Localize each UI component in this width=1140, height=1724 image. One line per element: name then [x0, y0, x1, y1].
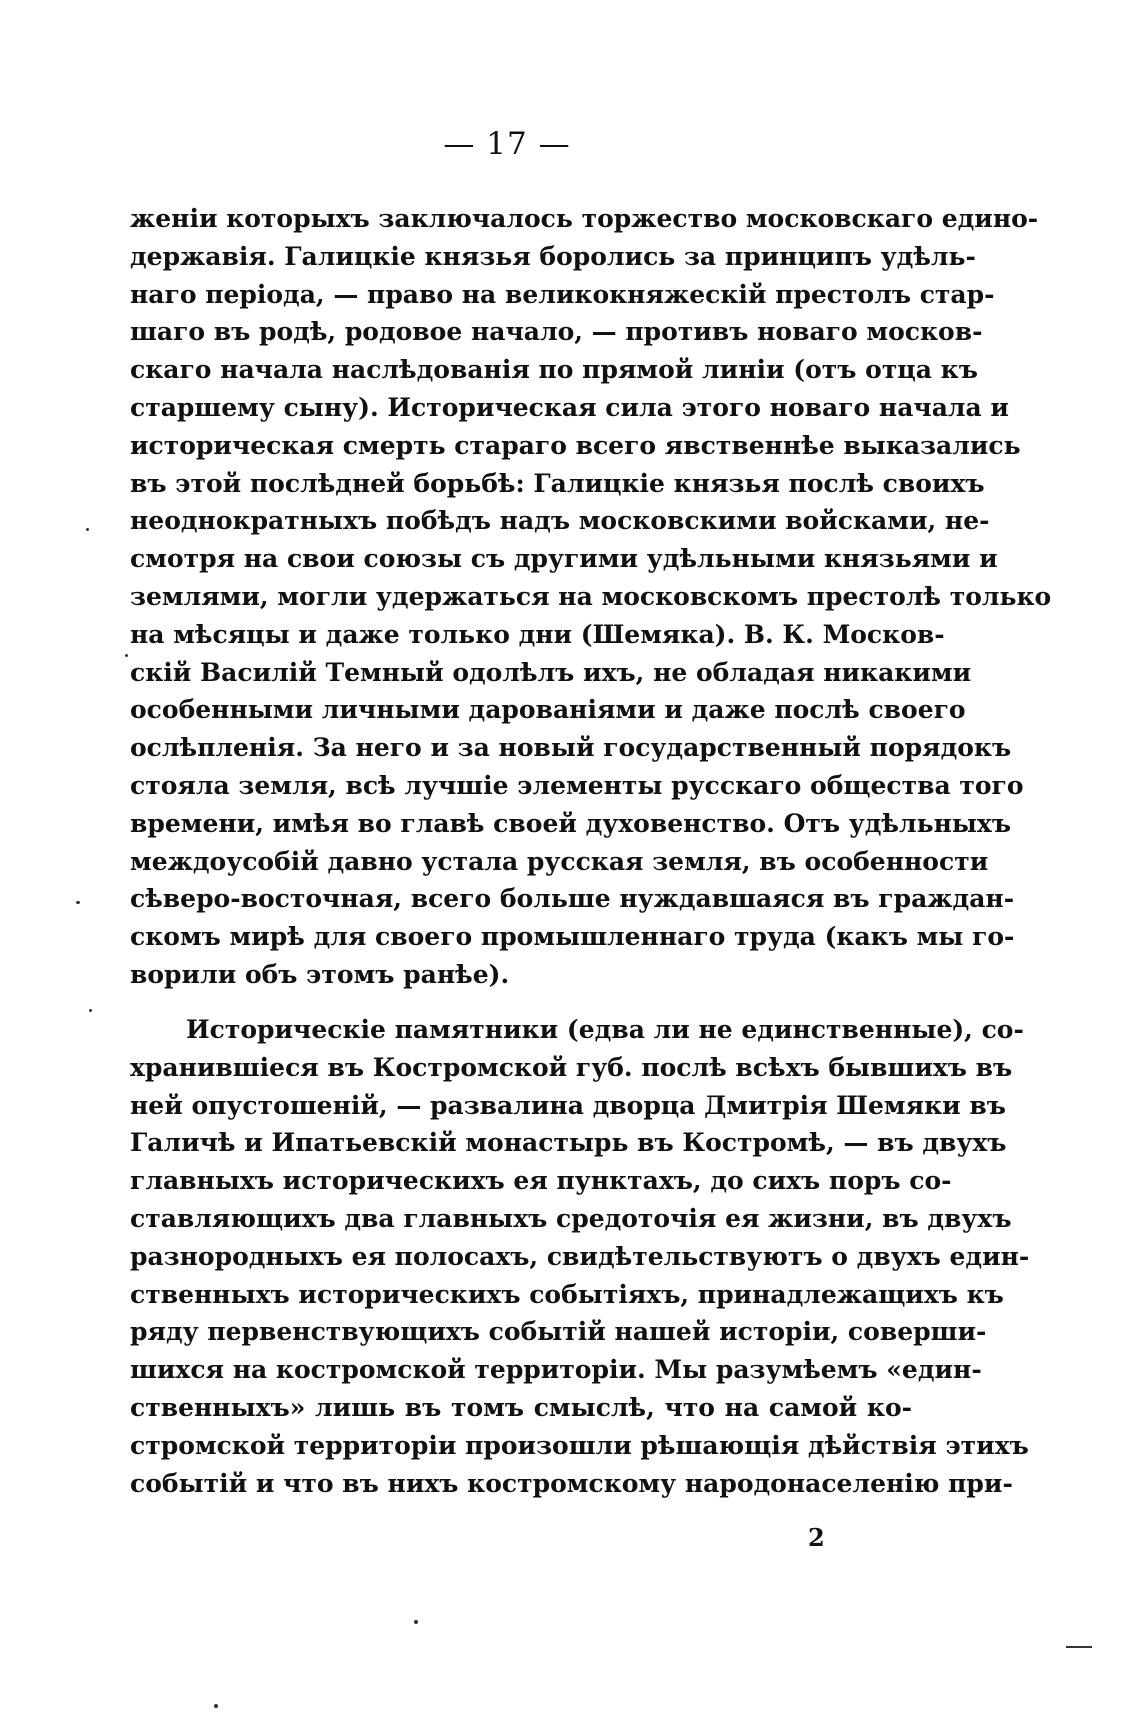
text-line: Историческіе памятники (едва ли не единственные), со- — [186, 1015, 1024, 1044]
text-line: землями, могли удержаться на московскомъ престолѣ только — [130, 581, 1052, 611]
text-line: скаго начала наслѣдованія по прямой линіи (отъ отца къ — [130, 355, 978, 385]
scan-speck — [89, 1009, 92, 1012]
paragraph-1 — [130, 200, 1052, 994]
text-line: ворили объ этомъ ранѣе). — [130, 959, 510, 989]
text-line: скомъ мирѣ для своего промышленнаго труда (какъ мы го- — [130, 922, 1015, 952]
page-number: — 17 — — [443, 126, 571, 162]
scan-speck — [86, 528, 89, 531]
text-line: ственныхъ» лишь въ томъ смыслѣ, что на самой ко- — [130, 1392, 912, 1422]
paragraph-2 — [130, 1011, 1030, 1502]
text-line: времени, имѣя во главѣ своей духовенство. Отъ удѣльныхъ — [130, 808, 1012, 838]
text-line: старшему сыну). Историческая сила этого новаго начала и — [130, 392, 1009, 422]
printer-signature-mark: 2 — [808, 1523, 825, 1552]
text-line: неоднократныхъ побѣдъ надъ московскими войсками, не- — [130, 506, 990, 536]
text-line: событій и что въ нихъ костромскому народонаселенію при- — [130, 1468, 1013, 1498]
text-line: ставляющихъ два главныхъ средоточія ея жизни, въ двухъ — [130, 1203, 1012, 1233]
text-line: стояла земля, всѣ лучшіе элементы русскаго общества того — [130, 770, 1024, 800]
text-line: разнородныхъ ея полосахъ, свидѣтельствуютъ о двухъ един- — [130, 1241, 1030, 1271]
text-line: женіи которыхъ заключалось торжество московскаго едино- — [130, 204, 1039, 233]
text-line: державія. Галицкіе князья боролись за принципъ удѣль- — [130, 241, 976, 271]
scan-speck — [125, 654, 128, 657]
text-line: сѣверо-восточная, всего больше нуждавшаяся въ граждан- — [130, 884, 1015, 914]
scan-speck — [414, 1620, 418, 1624]
text-line: ослѣпленія. За него и за новый государственный порядокъ — [130, 733, 1012, 763]
text-line: хранившіеся въ Костромской губ. послѣ всѣхъ бывшихъ въ — [130, 1052, 1013, 1082]
scan-dash-mark — [1066, 1646, 1092, 1648]
text-line: стромской территоріи произошли рѣшающія дѣйствія этихъ — [130, 1430, 1029, 1460]
text-line: Галичѣ и Ипатьевскій монастырь въ Костромѣ, — въ двухъ — [130, 1128, 1007, 1158]
text-line: междоусобій давно устала русская земля, въ особенности — [130, 846, 989, 876]
text-line: шаго въ родѣ, родовое начало, — противъ новаго москов- — [130, 317, 983, 347]
text-line: на мѣсяцы и даже только дни (Шемяка). В. К. Москов- — [130, 619, 945, 649]
text-line: главныхъ историческихъ ея пунктахъ, до сихъ поръ со- — [130, 1166, 952, 1196]
text-line: ряду первенствующихъ событій нашей исторіи, соверши- — [130, 1317, 987, 1347]
text-line: ственныхъ историческихъ событіяхъ, принадлежащихъ къ — [130, 1279, 1004, 1309]
scan-speck — [214, 1704, 218, 1708]
text-line: скій Василій Темный одолѣлъ ихъ, не обладая никакими — [130, 657, 972, 687]
text-line: шихся на костромской территоріи. Мы разумѣемъ «един- — [130, 1355, 982, 1385]
text-line: въ этой послѣдней борьбѣ: Галицкіе князья послѣ своихъ — [130, 468, 985, 498]
text-line: ней опустошеній, — развалина дворца Дмитрія Шемяки въ — [130, 1090, 1006, 1120]
text-line: наго періода, — право на великокняжескій престолъ стар- — [130, 279, 995, 309]
text-line: историческая смерть стараго всего явственнѣе выказались — [130, 430, 1021, 460]
text-line: особенными личными дарованіями и даже послѣ своего — [130, 695, 966, 725]
text-line: смотря на свои союзы съ другими удѣльными князьями и — [130, 544, 998, 574]
scan-speck — [76, 901, 80, 904]
